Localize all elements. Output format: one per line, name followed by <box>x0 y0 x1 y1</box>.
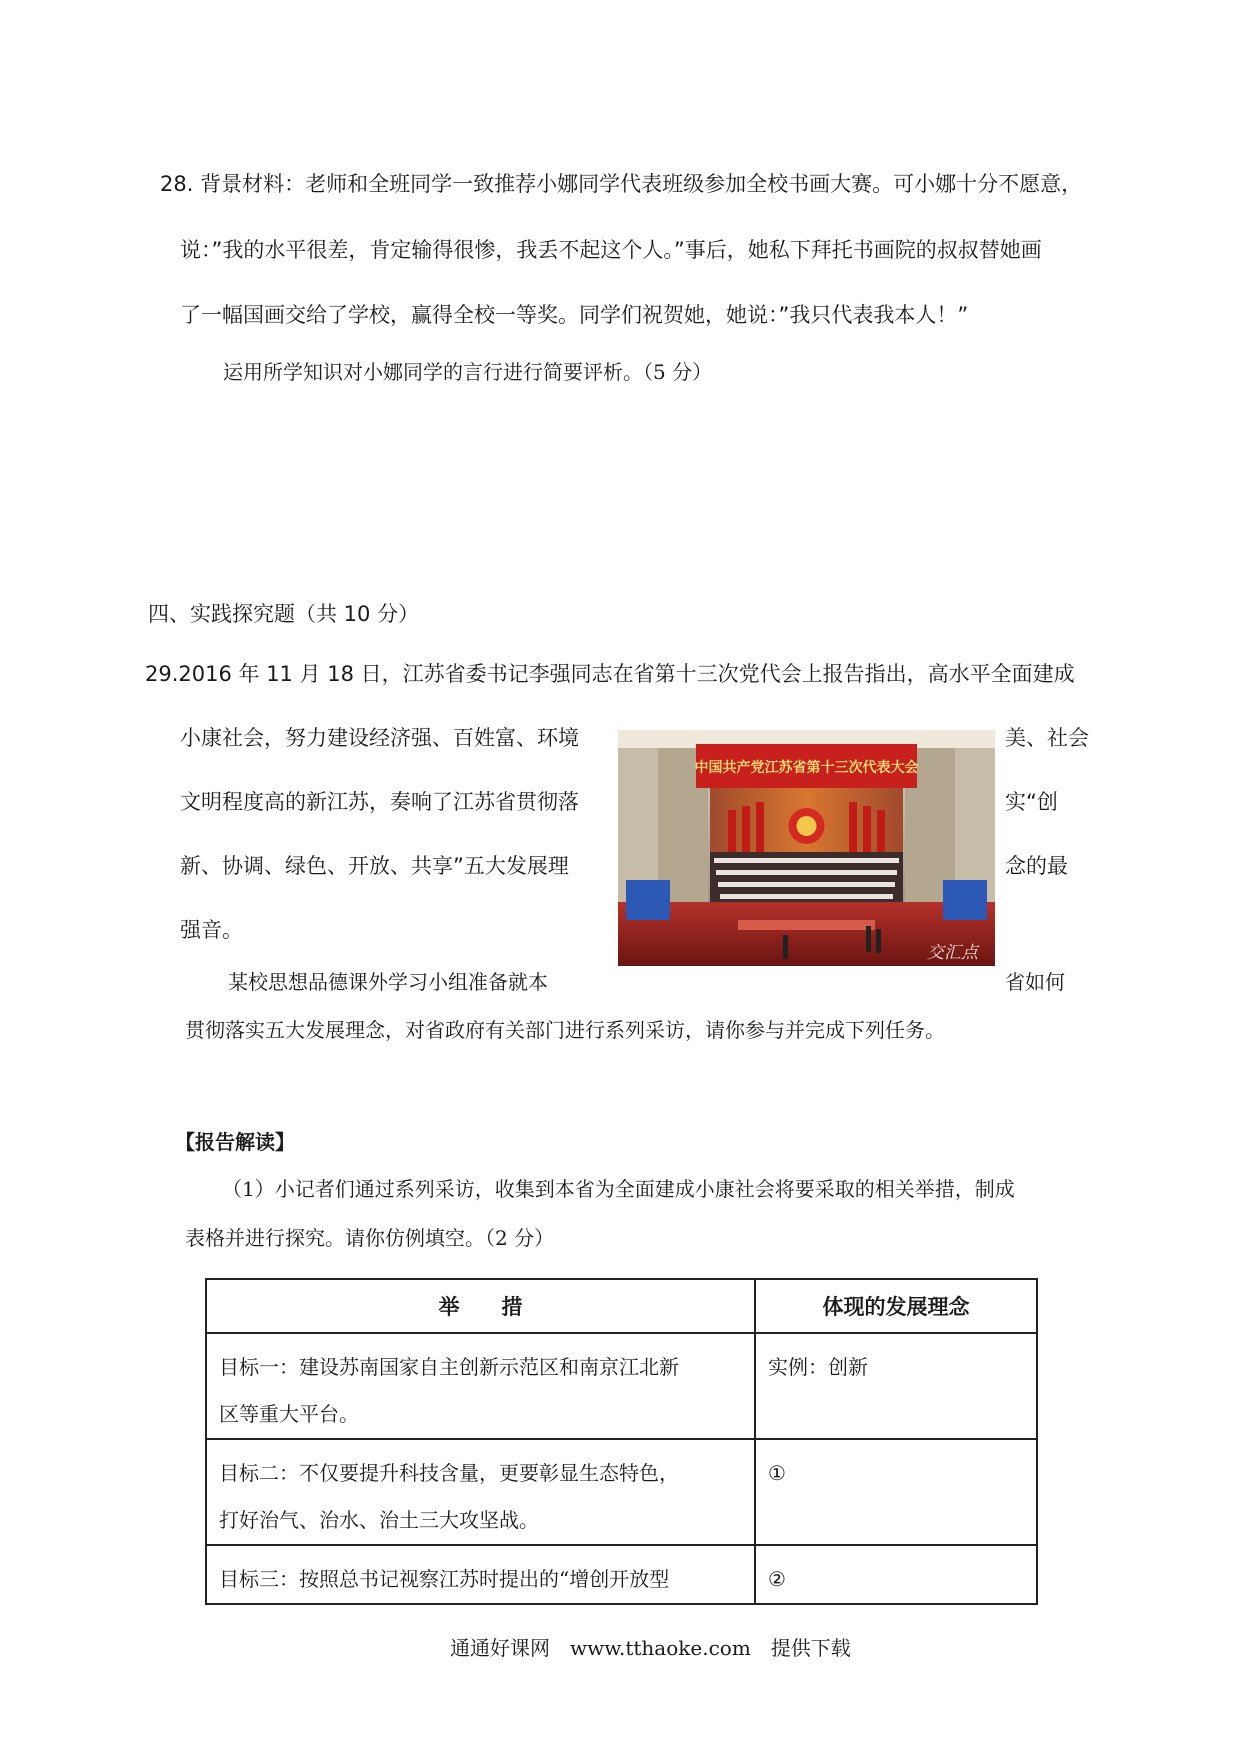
header-development-idea: 体现的发展理念 <box>755 1279 1037 1333</box>
table-row <box>206 1545 1037 1604</box>
q28-line-3: 了一幅国画交给了学校，赢得全校一等奖。同学们祝贺她，她说：”我只代表我本人！” <box>180 303 969 327</box>
measure-line: 区等重大平台。 <box>219 1402 359 1426</box>
q29-line-6a: 某校思想品德课外学习小组准备就本 <box>228 970 548 994</box>
q29-line-3a: 文明程度高的新江苏，奏响了江苏省贯彻落 <box>180 790 579 814</box>
q29-line-1: 29.2016 年 11 月 18 日，江苏省委书记李强同志在省第十三次党代会上报告指出，高水平全面建成 <box>145 662 1075 686</box>
measure-line: 打好治气、治水、治土三大攻坚战。 <box>219 1508 539 1532</box>
q29-line-6b: 省如何 <box>1005 970 1065 994</box>
header-measures: 举 措 <box>206 1279 755 1333</box>
q29-line-4b: 念的最 <box>1005 854 1068 878</box>
photo-watermark: 交汇点 <box>927 943 978 963</box>
q29-line-2b: 美、社会 <box>1005 726 1089 750</box>
measure-cell <box>206 1439 755 1545</box>
table-row <box>206 1439 1037 1545</box>
q28-line-2: 说：”我的水平很差，肯定输得很惨，我丢不起这个人。”事后，她私下拜托书画院的叔叔替她画 <box>180 238 1042 262</box>
measure-cell <box>206 1333 755 1439</box>
q29-line-2a: 小康社会，努力建设经济强、百姓富、环境 <box>180 726 579 750</box>
congress-hall-photo <box>618 730 995 966</box>
q28-question: 运用所学知识对小娜同学的言行进行简要评析。（5 分） <box>223 360 713 384</box>
q29-line-3b: 实“创 <box>1005 790 1058 814</box>
idea-cell: 实例：创新 <box>755 1333 1037 1439</box>
measure-line: 目标二：不仅要提升科技含量，更要彰显生态特色， <box>219 1461 679 1485</box>
q29-line-4a: 新、协调、绿色、开放、共享”五大发展理 <box>180 854 569 878</box>
idea-answer-blank-1: ① <box>755 1439 1037 1545</box>
measure-cell <box>206 1545 755 1604</box>
idea-answer-blank-2: ② <box>755 1545 1037 1604</box>
footer-text: 通通好课网 www.tthaoke.com 提供下载 <box>450 1636 851 1660</box>
report-paragraph-1: （1）小记者们通过系列采访，收集到本省为全面建成小康社会将要采取的相关举措，制成 <box>222 1177 1015 1201</box>
table-row <box>206 1333 1037 1439</box>
measures-table <box>205 1278 1038 1605</box>
report-heading: 【报告解读】 <box>175 1130 295 1154</box>
q28-line-1: 28. 背景材料：老师和全班同学一致推荐小娜同学代表班级参加全校书画大赛。可小娜十分不愿意， <box>160 172 1083 196</box>
section-heading: 四、实践探究题（共 10 分） <box>148 602 420 626</box>
measure-line: 目标三：按照总书记视察江苏时提出的“增创开放型 <box>219 1567 670 1591</box>
q29-line-7: 贯彻落实五大发展理念，对省政府有关部门进行系列采访，请你参与并完成下列任务。 <box>185 1018 945 1042</box>
photo-banner-text: 中国共产党江苏省第十三次代表大会 <box>694 760 919 776</box>
report-paragraph-2: 表格并进行探究。请你仿例填空。（2 分） <box>185 1226 555 1250</box>
q29-line-5: 强音。 <box>180 918 243 942</box>
measure-line: 目标一：建设苏南国家自主创新示范区和南京江北新 <box>219 1355 679 1379</box>
